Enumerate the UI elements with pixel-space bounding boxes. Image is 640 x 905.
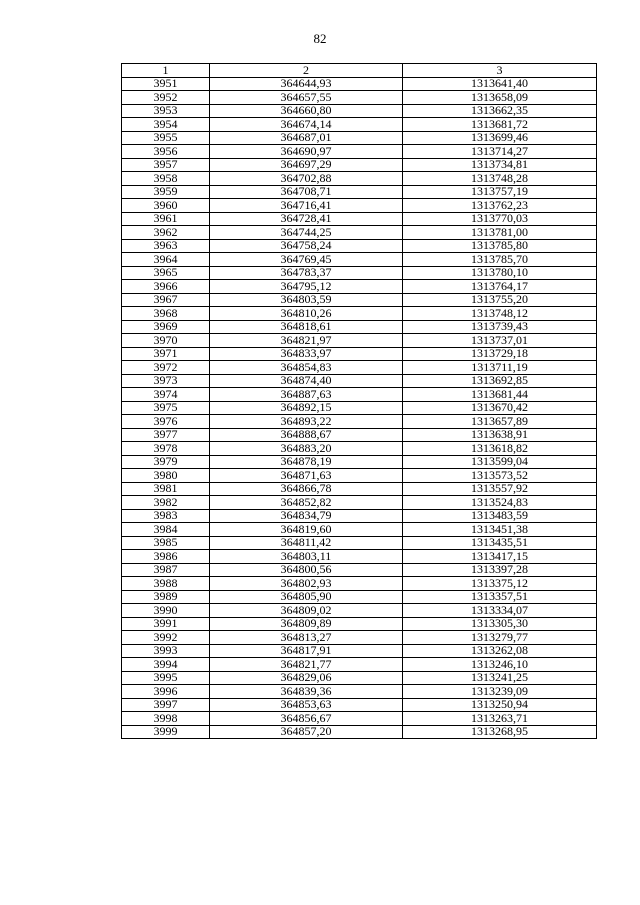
- point-number-cell: 3986: [122, 550, 210, 564]
- y-coordinate-cell: 1313711,19: [403, 361, 597, 375]
- y-coordinate-cell: 1313748,28: [403, 172, 597, 186]
- table-row: [122, 239, 597, 253]
- table-row: [122, 577, 597, 591]
- point-number-cell: 3962: [122, 226, 210, 240]
- x-coordinate-cell: 364817,91: [210, 644, 403, 658]
- x-coordinate-cell: 364852,82: [210, 496, 403, 510]
- point-number-cell: 3976: [122, 415, 210, 429]
- point-number-cell: 3992: [122, 631, 210, 645]
- y-coordinate-cell: 1313557,92: [403, 482, 597, 496]
- point-number-cell: 3966: [122, 280, 210, 294]
- table-row: [122, 644, 597, 658]
- table-row: [122, 455, 597, 469]
- x-coordinate-cell: 364874,40: [210, 374, 403, 388]
- table-row: [122, 199, 597, 213]
- x-coordinate-cell: 364800,56: [210, 563, 403, 577]
- point-number-cell: 3974: [122, 388, 210, 402]
- table-row: [122, 212, 597, 226]
- table-row: [122, 509, 597, 523]
- point-number-cell: 3972: [122, 361, 210, 375]
- x-coordinate-cell: 364856,67: [210, 712, 403, 726]
- table-row: [122, 428, 597, 442]
- table-row: [122, 347, 597, 361]
- table-row: [122, 401, 597, 415]
- y-coordinate-cell: 1313435,51: [403, 536, 597, 550]
- y-coordinate-cell: 1313755,20: [403, 293, 597, 307]
- y-coordinate-cell: 1313658,09: [403, 91, 597, 105]
- y-coordinate-cell: 1313397,28: [403, 563, 597, 577]
- table-row: [122, 131, 597, 145]
- table-row: [122, 77, 597, 91]
- point-number-cell: 3979: [122, 455, 210, 469]
- y-coordinate-cell: 1313692,85: [403, 374, 597, 388]
- point-number-cell: 3954: [122, 118, 210, 132]
- point-number-cell: 3964: [122, 253, 210, 267]
- y-coordinate-cell: 1313573,52: [403, 469, 597, 483]
- table-row: [122, 671, 597, 685]
- y-coordinate-cell: 1313762,23: [403, 199, 597, 213]
- point-number-cell: 3956: [122, 145, 210, 159]
- point-number-cell: 3996: [122, 685, 210, 699]
- x-coordinate-cell: 364818,61: [210, 320, 403, 334]
- x-coordinate-cell: 364803,11: [210, 550, 403, 564]
- x-coordinate-cell: 364687,01: [210, 131, 403, 145]
- y-coordinate-cell: 1313618,82: [403, 442, 597, 456]
- point-number-cell: 3955: [122, 131, 210, 145]
- table-row: [122, 374, 597, 388]
- y-coordinate-cell: 1313241,25: [403, 671, 597, 685]
- header-cell-3: 3: [403, 64, 597, 78]
- y-coordinate-cell: 1313681,72: [403, 118, 597, 132]
- table-row: [122, 631, 597, 645]
- table-row: [122, 172, 597, 186]
- table-row: [122, 320, 597, 334]
- point-number-cell: 3983: [122, 509, 210, 523]
- x-coordinate-cell: 364805,90: [210, 590, 403, 604]
- table-row: [122, 496, 597, 510]
- x-coordinate-cell: 364795,12: [210, 280, 403, 294]
- y-coordinate-cell: 1313263,71: [403, 712, 597, 726]
- y-coordinate-cell: 1313375,12: [403, 577, 597, 591]
- point-number-cell: 3951: [122, 77, 210, 91]
- x-coordinate-cell: 364660,80: [210, 104, 403, 118]
- y-coordinate-cell: 1313305,30: [403, 617, 597, 631]
- y-coordinate-cell: 1313681,44: [403, 388, 597, 402]
- point-number-cell: 3965: [122, 266, 210, 280]
- table-row: [122, 334, 597, 348]
- y-coordinate-cell: 1313657,89: [403, 415, 597, 429]
- y-coordinate-cell: 1313641,40: [403, 77, 597, 91]
- y-coordinate-cell: 1313785,80: [403, 239, 597, 253]
- x-coordinate-cell: 364866,78: [210, 482, 403, 496]
- table-row: [122, 104, 597, 118]
- point-number-cell: 3978: [122, 442, 210, 456]
- x-coordinate-cell: 364769,45: [210, 253, 403, 267]
- y-coordinate-cell: 1313699,46: [403, 131, 597, 145]
- point-number-cell: 3977: [122, 428, 210, 442]
- y-coordinate-cell: 1313785,70: [403, 253, 597, 267]
- y-coordinate-cell: 1313262,08: [403, 644, 597, 658]
- x-coordinate-cell: 364892,15: [210, 401, 403, 415]
- point-number-cell: 3998: [122, 712, 210, 726]
- x-coordinate-cell: 364829,06: [210, 671, 403, 685]
- x-coordinate-cell: 364883,20: [210, 442, 403, 456]
- y-coordinate-cell: 1313757,19: [403, 185, 597, 199]
- point-number-cell: 3988: [122, 577, 210, 591]
- x-coordinate-cell: 364821,77: [210, 658, 403, 672]
- table-row: [122, 563, 597, 577]
- x-coordinate-cell: 364810,26: [210, 307, 403, 321]
- x-coordinate-cell: 364821,97: [210, 334, 403, 348]
- x-coordinate-cell: 364811,42: [210, 536, 403, 550]
- point-number-cell: 3990: [122, 604, 210, 618]
- table-row: [122, 280, 597, 294]
- point-number-cell: 3957: [122, 158, 210, 172]
- x-coordinate-cell: 364697,29: [210, 158, 403, 172]
- point-number-cell: 3991: [122, 617, 210, 631]
- table-row: [122, 536, 597, 550]
- x-coordinate-cell: 364657,55: [210, 91, 403, 105]
- point-number-cell: 3975: [122, 401, 210, 415]
- table-row: [122, 712, 597, 726]
- y-coordinate-cell: 1313268,95: [403, 725, 597, 739]
- y-coordinate-cell: 1313451,38: [403, 523, 597, 537]
- point-number-cell: 3973: [122, 374, 210, 388]
- point-number-cell: 3994: [122, 658, 210, 672]
- table-row: [122, 590, 597, 604]
- x-coordinate-cell: 364833,97: [210, 347, 403, 361]
- table-row: [122, 118, 597, 132]
- x-coordinate-cell: 364728,41: [210, 212, 403, 226]
- table-header: [122, 64, 597, 78]
- point-number-cell: 3958: [122, 172, 210, 186]
- table-row: [122, 361, 597, 375]
- y-coordinate-cell: 1313662,35: [403, 104, 597, 118]
- y-coordinate-cell: 1313670,42: [403, 401, 597, 415]
- header-cell-2: 2: [210, 64, 403, 78]
- x-coordinate-cell: 364744,25: [210, 226, 403, 240]
- x-coordinate-cell: 364708,71: [210, 185, 403, 199]
- table-row: [122, 725, 597, 739]
- point-number-cell: 3995: [122, 671, 210, 685]
- table-row: [122, 293, 597, 307]
- x-coordinate-cell: 364871,63: [210, 469, 403, 483]
- y-coordinate-cell: 1313250,94: [403, 698, 597, 712]
- y-coordinate-cell: 1313739,43: [403, 320, 597, 334]
- point-number-cell: 3971: [122, 347, 210, 361]
- x-coordinate-cell: 364857,20: [210, 725, 403, 739]
- x-coordinate-cell: 364809,89: [210, 617, 403, 631]
- table-row: [122, 307, 597, 321]
- coordinates-table: [121, 63, 597, 739]
- point-number-cell: 3987: [122, 563, 210, 577]
- point-number-cell: 3952: [122, 91, 210, 105]
- y-coordinate-cell: 1313770,03: [403, 212, 597, 226]
- x-coordinate-cell: 364690,97: [210, 145, 403, 159]
- y-coordinate-cell: 1313524,83: [403, 496, 597, 510]
- y-coordinate-cell: 1313334,07: [403, 604, 597, 618]
- point-number-cell: 3989: [122, 590, 210, 604]
- table-row: [122, 658, 597, 672]
- table-row: [122, 158, 597, 172]
- x-coordinate-cell: 364893,22: [210, 415, 403, 429]
- x-coordinate-cell: 364802,93: [210, 577, 403, 591]
- table-header-row: [122, 64, 597, 78]
- y-coordinate-cell: 1313279,77: [403, 631, 597, 645]
- x-coordinate-cell: 364819,60: [210, 523, 403, 537]
- y-coordinate-cell: 1313729,18: [403, 347, 597, 361]
- x-coordinate-cell: 364888,67: [210, 428, 403, 442]
- table-row: [122, 185, 597, 199]
- y-coordinate-cell: 1313357,51: [403, 590, 597, 604]
- point-number-cell: 3981: [122, 482, 210, 496]
- y-coordinate-cell: 1313780,10: [403, 266, 597, 280]
- table-row: [122, 698, 597, 712]
- point-number-cell: 3969: [122, 320, 210, 334]
- x-coordinate-cell: 364878,19: [210, 455, 403, 469]
- x-coordinate-cell: 364716,41: [210, 199, 403, 213]
- y-coordinate-cell: 1313638,91: [403, 428, 597, 442]
- point-number-cell: 3984: [122, 523, 210, 537]
- x-coordinate-cell: 364834,79: [210, 509, 403, 523]
- y-coordinate-cell: 1313737,01: [403, 334, 597, 348]
- header-cell-1: 1: [122, 64, 210, 78]
- x-coordinate-cell: 364783,37: [210, 266, 403, 280]
- page-number: 82: [313, 31, 327, 46]
- table-body: [122, 77, 597, 739]
- table-row: [122, 91, 597, 105]
- y-coordinate-cell: 1313239,09: [403, 685, 597, 699]
- table-row: [122, 604, 597, 618]
- point-number-cell: 3982: [122, 496, 210, 510]
- table-row: [122, 145, 597, 159]
- point-number-cell: 3980: [122, 469, 210, 483]
- y-coordinate-cell: 1313246,10: [403, 658, 597, 672]
- table-row: [122, 482, 597, 496]
- y-coordinate-cell: 1313781,00: [403, 226, 597, 240]
- x-coordinate-cell: 364853,63: [210, 698, 403, 712]
- x-coordinate-cell: 364809,02: [210, 604, 403, 618]
- point-number-cell: 3970: [122, 334, 210, 348]
- point-number-cell: 3963: [122, 239, 210, 253]
- point-number-cell: 3953: [122, 104, 210, 118]
- x-coordinate-cell: 364803,59: [210, 293, 403, 307]
- point-number-cell: 3985: [122, 536, 210, 550]
- y-coordinate-cell: 1313483,59: [403, 509, 597, 523]
- x-coordinate-cell: 364758,24: [210, 239, 403, 253]
- table-row: [122, 253, 597, 267]
- y-coordinate-cell: 1313599,04: [403, 455, 597, 469]
- table-row: [122, 550, 597, 564]
- x-coordinate-cell: 364839,36: [210, 685, 403, 699]
- x-coordinate-cell: 364702,88: [210, 172, 403, 186]
- point-number-cell: 3961: [122, 212, 210, 226]
- x-coordinate-cell: 364674,14: [210, 118, 403, 132]
- point-number-cell: 3997: [122, 698, 210, 712]
- point-number-cell: 3993: [122, 644, 210, 658]
- table-row: [122, 523, 597, 537]
- point-number-cell: 3960: [122, 199, 210, 213]
- x-coordinate-cell: 364887,63: [210, 388, 403, 402]
- table-row: [122, 442, 597, 456]
- y-coordinate-cell: 1313748,12: [403, 307, 597, 321]
- point-number-cell: 3968: [122, 307, 210, 321]
- table-row: [122, 469, 597, 483]
- table-row: [122, 415, 597, 429]
- x-coordinate-cell: 364854,83: [210, 361, 403, 375]
- point-number-cell: 3967: [122, 293, 210, 307]
- y-coordinate-cell: 1313734,81: [403, 158, 597, 172]
- x-coordinate-cell: 364813,27: [210, 631, 403, 645]
- table-row: [122, 388, 597, 402]
- y-coordinate-cell: 1313714,27: [403, 145, 597, 159]
- table-row: [122, 266, 597, 280]
- y-coordinate-cell: 1313764,17: [403, 280, 597, 294]
- table-row: [122, 226, 597, 240]
- y-coordinate-cell: 1313417,15: [403, 550, 597, 564]
- x-coordinate-cell: 364644,93: [210, 77, 403, 91]
- table-row: [122, 685, 597, 699]
- table-row: [122, 617, 597, 631]
- point-number-cell: 3999: [122, 725, 210, 739]
- point-number-cell: 3959: [122, 185, 210, 199]
